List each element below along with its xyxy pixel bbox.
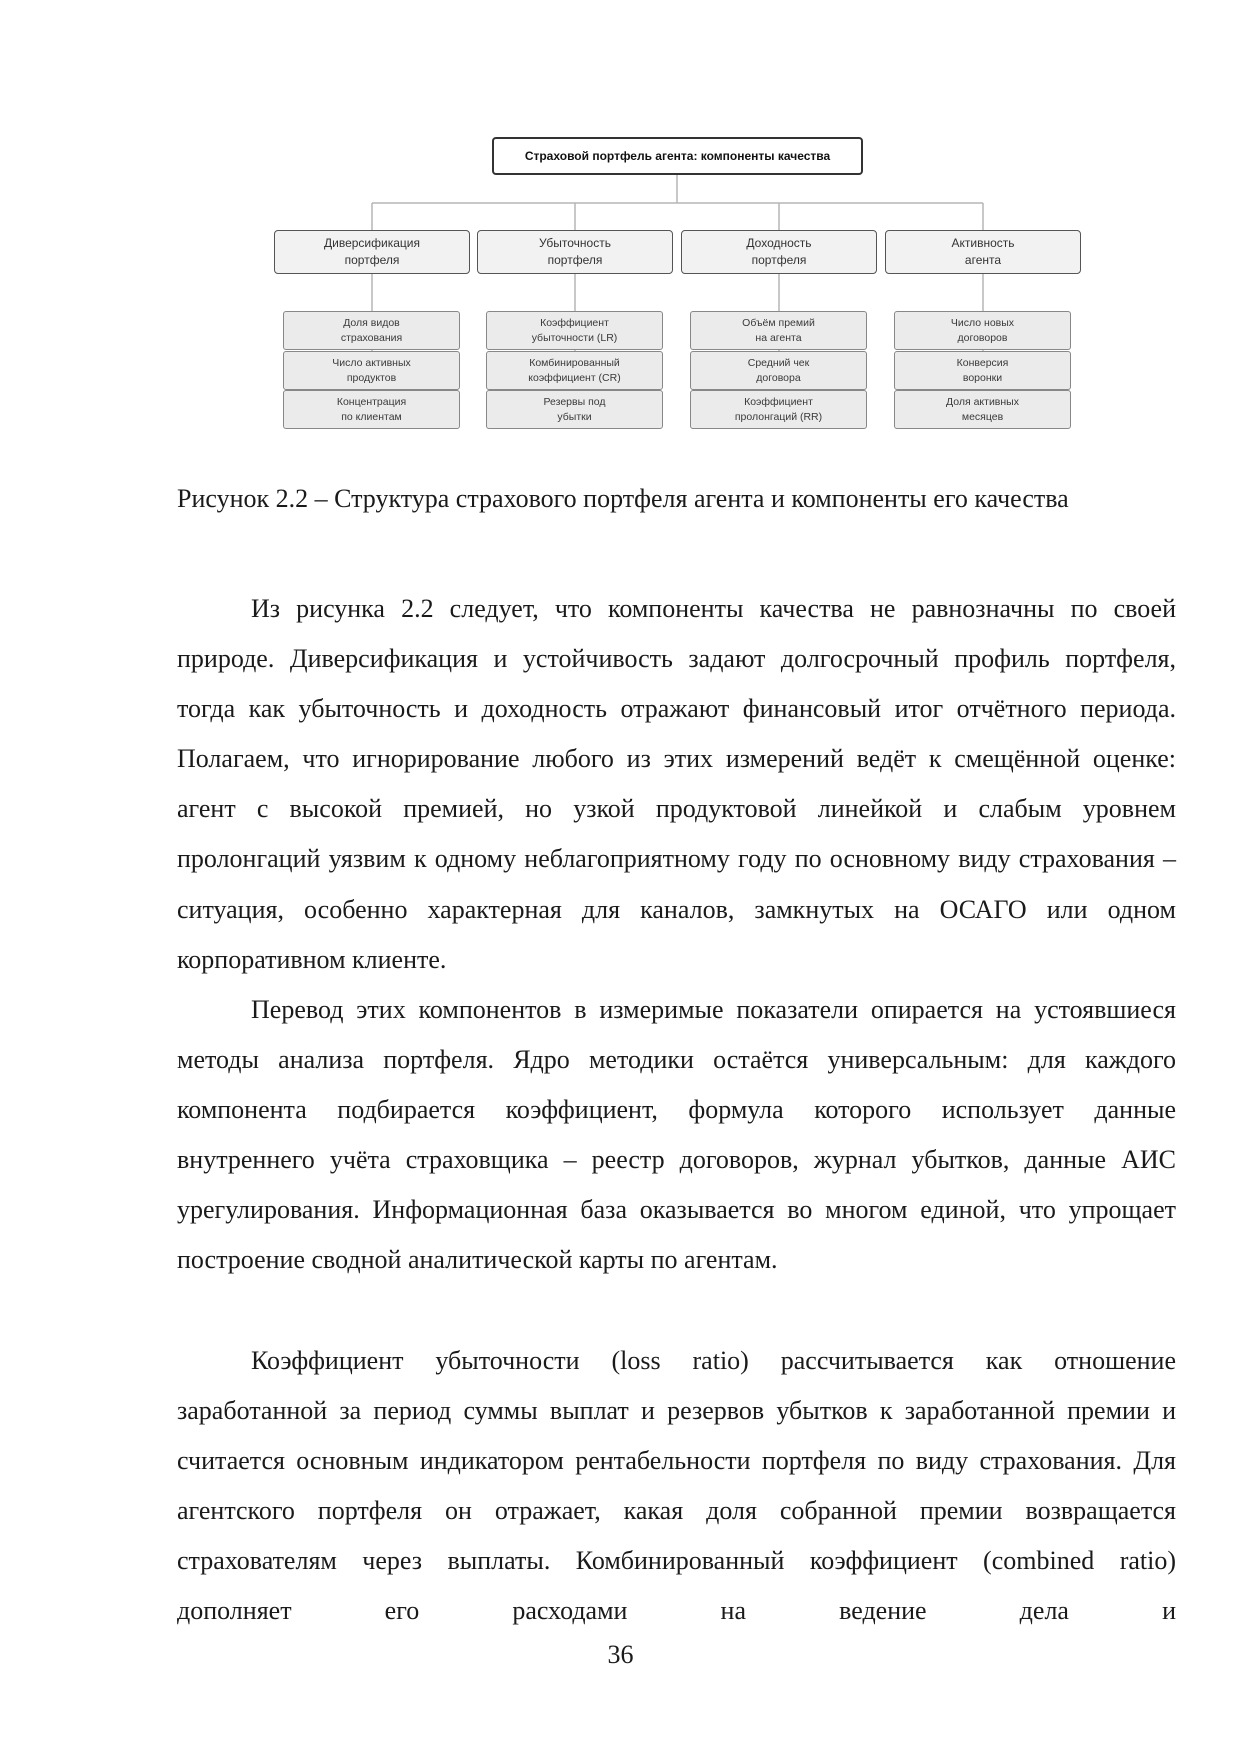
component-agent-activity: Активность агента [885, 230, 1081, 274]
component-profitability: Доходность портфеля [681, 230, 877, 274]
portfolio-structure-diagram [0, 0, 1241, 440]
indicator-node: Коэффициент убыточности (LR) [486, 311, 663, 350]
diagram-root-node: Страховой портфель агента: компоненты качества [492, 137, 863, 175]
indicator-node: Коэффициент пролонгаций (RR) [690, 390, 867, 429]
indicator-node: Конверсия воронки [894, 351, 1071, 390]
component-loss-ratio: Убыточность портфеля [477, 230, 673, 274]
component-diversification: Диверсификация портфеля [274, 230, 470, 274]
page-number: 36 [607, 1640, 634, 1669]
indicator-node: Число активных продуктов [283, 351, 460, 390]
indicator-node: Резервы под убытки [486, 390, 663, 429]
indicator-node: Число новых договоров [894, 311, 1071, 350]
indicator-node: Доля активных месяцев [894, 390, 1071, 429]
body-paragraph: Коэффициент убыточности (loss ratio) рассчитывается как отношение заработанной за период суммы выплат и резервов убытков к заработанной премии и считается основным индикатором рентабельности портфеля по виду страхования. Для агентского портфеля он отражает, какая доля собранной премии возвращается страхователям через выплаты. Комбинированный коэффициент (combined ratio) дополняет его расходами на ведение дела и [177, 1346, 1176, 1626]
indicator-node: Доля видов страхования [283, 311, 460, 350]
figure-caption: Рисунок 2.2 – Структура страхового портфеля агента и компоненты его качества [177, 484, 1069, 513]
indicator-node: Средний чек договора [690, 351, 867, 390]
body-paragraph: Из рисунка 2.2 следует, что компоненты качества не равнозначны по своей природе. Диверсификация и устойчивость задают долгосрочный профиль портфеля, тогда как убыточность и доходность отражают финансовый итог отчётного периода. Полагаем, что игнорирование любого из этих измерений ведёт к смещённой оценке: агент с высокой премией, но узкой продуктовой линейкой и слабым уровнем пролонгаций уязвим к одному неблагоприятному году по основному виду страхования – ситуация, особенно характерная для каналов, замкнутых на ОСАГО или одном корпоративном клиенте. [177, 594, 1176, 974]
indicator-node: Комбинированный коэффициент (CR) [486, 351, 663, 390]
indicator-node: Концентрация по клиентам [283, 390, 460, 429]
body-paragraph: Перевод этих компонентов в измеримые показатели опирается на устоявшиеся методы анализа портфеля. Ядро методики остаётся универсальным: для каждого компонента подбирается коэффициент, формула которого использует данные внутреннего учёта страховщика – реестр договоров, журнал убытков, данные АИС урегулирования. Информационная база оказывается во многом единой, что упрощает построение сводной аналитической карты по агентам. [177, 995, 1176, 1275]
indicator-node: Объём премий на агента [690, 311, 867, 350]
